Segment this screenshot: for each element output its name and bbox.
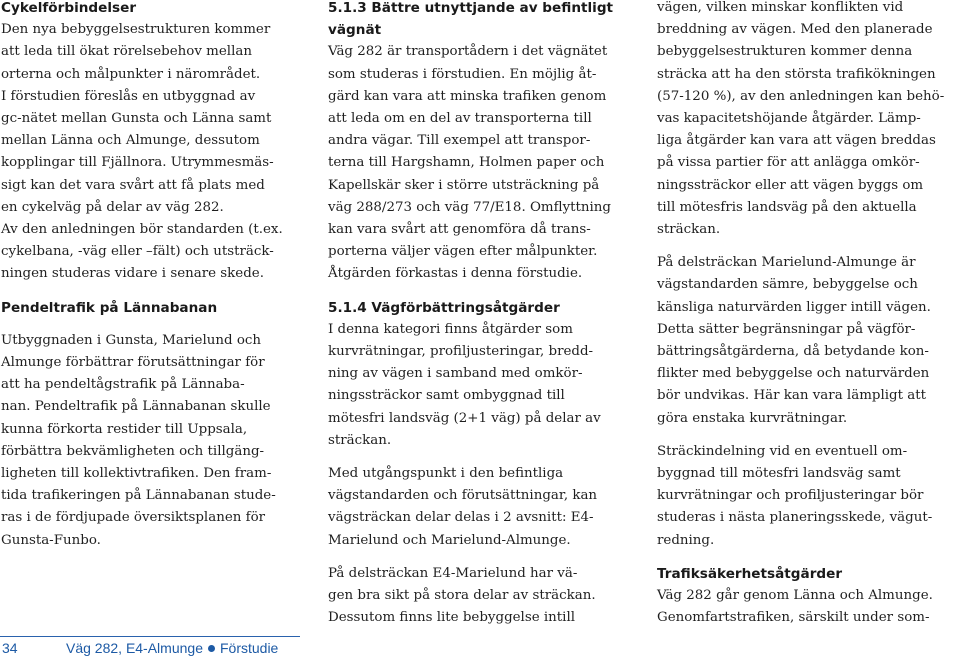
text-line: att leda om en del av transporterna till bbox=[328, 111, 592, 127]
text-line: Sträckindelning vid en eventuell om- bbox=[657, 443, 908, 459]
text-line: breddning av vägen. Med den planerade bbox=[657, 22, 933, 38]
text-line: I förstudien föreslås en utbyggnad av bbox=[1, 88, 256, 104]
text-line: Åtgärden förkastas i denna förstudie. bbox=[328, 266, 583, 282]
text-line: vägstandarden sämre, bebyggelse och bbox=[657, 277, 918, 293]
paragraph-strackindelning bbox=[657, 441, 959, 552]
text-line: byggnad till mötesfri landsväg samt bbox=[657, 466, 901, 482]
text-line: känsliga naturvärden ligger intill vägen. bbox=[657, 299, 931, 315]
text-line: ningen studeras vidare i senare skede. bbox=[1, 266, 264, 282]
text-line: vägsträckan delar delas i 2 avsnitt: E4- bbox=[328, 510, 594, 526]
text-line: orterna och målpunkter i närområdet. bbox=[1, 66, 261, 82]
text-line: Gunsta-Funbo. bbox=[1, 532, 101, 548]
text-line: mötesfri landsväg (2+1 väg) på delar av bbox=[328, 410, 601, 426]
text-line: (57-120 %), av den anledningen kan behö- bbox=[657, 88, 945, 104]
text-line: Av den anledningen bör standarden (t.ex. bbox=[1, 222, 283, 238]
text-line: ning av vägen i samband med omkör- bbox=[328, 366, 583, 382]
text-line: nan. Pendeltrafik på Lännabanan skulle bbox=[1, 399, 271, 415]
text-line: att ha pendeltågstrafik på Lännaba- bbox=[1, 377, 245, 393]
text-line: Väg 282 går genom Länna och Almunge. bbox=[657, 588, 933, 604]
text-line: en cykelväg på delar av väg 282. bbox=[1, 199, 224, 215]
text-line: kurvrätningar, profiljusteringar, bredd- bbox=[328, 344, 594, 360]
text-line: förbättra bekvämligheten och tillgäng- bbox=[1, 443, 265, 459]
footer-publication bbox=[66, 640, 278, 656]
heading-cykelforbindelser: Cykelförbindelser bbox=[1, 0, 137, 16]
text-line: sträcka att ha den största trafikökningen bbox=[657, 66, 936, 82]
text-line: kunna förkorta restider till Uppsala, bbox=[1, 421, 248, 437]
paragraph-e4-marielund bbox=[328, 563, 630, 630]
page-footer bbox=[0, 636, 960, 656]
text-line: Den nya bebyggelsestrukturen kommer bbox=[1, 22, 271, 38]
paragraph-breddning bbox=[657, 0, 959, 241]
paragraph-pendeltrafik bbox=[1, 330, 301, 552]
text-line: som studeras i förstudien. En möjlig åt- bbox=[328, 66, 597, 82]
text-line: Kapellskär sker i större utsträckning på bbox=[328, 177, 600, 193]
heading-vagforbattring: 5.1.4 Vägförbättringsåtgärder bbox=[328, 299, 560, 316]
text-line: gen bra sikt på stora delar av sträckan. bbox=[328, 588, 596, 604]
column-right bbox=[657, 0, 959, 629]
text-line: till mötesfris landsväg på den aktuella bbox=[657, 199, 917, 215]
text-line: cykelbana, -väg eller –fält) och utsträck- bbox=[1, 244, 274, 260]
text-line: ningssträckor samt ombyggnad till bbox=[328, 388, 565, 404]
text-line: bebyggelsestrukturen kommer denna bbox=[657, 44, 913, 60]
text-line: tida trafikeringen på Lännabanan stude- bbox=[1, 488, 276, 504]
heading-pendeltrafik: Pendeltrafik på Lännabanan bbox=[1, 299, 218, 316]
paragraph-vagforbattring bbox=[328, 319, 630, 452]
text-line: vägen, vilken minskar konflikten vid bbox=[657, 0, 904, 15]
text-line: ras i de fördjupade översiktsplanen för bbox=[1, 510, 266, 526]
text-line: ligheten till kollektivtrafiken. Den fram- bbox=[1, 466, 272, 482]
report-type: Förstudie bbox=[219, 640, 279, 656]
publication-title: Väg 282, E4-Almunge bbox=[66, 640, 203, 656]
text-line: Marielund och Marielund-Almunge. bbox=[328, 532, 571, 548]
text-line: kurvrätningar och profiljusteringar bör bbox=[657, 488, 924, 504]
text-line: bättringsåtgärderna, då betydande kon- bbox=[657, 344, 929, 360]
text-line: Almunge förbättrar förutsättningar för bbox=[1, 355, 265, 371]
text-line: Väg 282 är transportådern i det vägnätet bbox=[328, 44, 608, 60]
text-line: mellan Länna och Almunge, dessutom bbox=[1, 133, 260, 149]
bullet-dot-icon bbox=[208, 645, 215, 652]
footer-rule bbox=[0, 636, 300, 637]
text-line: på vissa partier för att anlägga omkör- bbox=[657, 155, 920, 171]
paragraph-trafiksakerhet bbox=[657, 585, 959, 629]
text-line: sträckan. bbox=[328, 432, 392, 448]
text-line: porterna väljer vägen efter målpunkter. bbox=[328, 244, 598, 260]
text-line: Genomfartstrafiken, särskilt under som- bbox=[657, 610, 930, 626]
text-line: liga åtgärder kan vara att vägen breddas bbox=[657, 133, 936, 149]
heading-line: vägnät bbox=[328, 22, 382, 39]
text-line: göra enstaka kurvrätningar. bbox=[657, 410, 848, 426]
text-line: gärd kan vara att minska trafiken genom bbox=[328, 88, 607, 104]
text-line: att leda till ökat rörelsebehov mellan bbox=[1, 44, 252, 60]
paragraph-cykel bbox=[1, 19, 301, 285]
text-line: bör undvikas. Här kan vara lämpligt att bbox=[657, 388, 926, 404]
text-line: sträckan. bbox=[657, 222, 721, 238]
text-line: Med utgångspunkt i den befintliga bbox=[328, 466, 564, 482]
text-line: Detta sätter begränsningar på vägför- bbox=[657, 321, 916, 337]
text-line: I denna kategori finns åtgärder som bbox=[328, 321, 573, 337]
text-line: Dessutom finns lite bebyggelse intill bbox=[328, 610, 576, 626]
text-line: flikter med bebyggelse och naturvärden bbox=[657, 366, 930, 382]
heading-trafiksakerhet: Trafiksäkerhetsåtgärder bbox=[657, 565, 843, 582]
text-line: vas kapacitetshöjande åtgärder. Lämp- bbox=[657, 111, 921, 127]
text-line: studeras i nästa planeringsskede, vägut- bbox=[657, 510, 933, 526]
text-line: På delsträckan Marielund-Almunge är bbox=[657, 255, 916, 271]
paragraph-vagnat bbox=[328, 41, 630, 285]
paragraph-avsnitt bbox=[328, 463, 630, 552]
text-line: redning. bbox=[657, 532, 715, 548]
text-line: andra vägar. Till exempel att transpor- bbox=[328, 133, 591, 149]
text-line: gc-nätet mellan Gunsta och Länna samt bbox=[1, 111, 272, 127]
heading-line: 5.1.3 Bättre utnyttjande av befintligt bbox=[328, 0, 614, 16]
text-line: vägstandarden och förutsättningar, kan bbox=[328, 488, 598, 504]
paragraph-marielund-almunge bbox=[657, 252, 959, 430]
text-line: Utbyggnaden i Gunsta, Marielund och bbox=[1, 332, 262, 348]
text-line: terna till Hargshamn, Holmen paper och bbox=[328, 155, 605, 171]
text-line: väg 288/273 och väg 77/E18. Omflyttning bbox=[328, 199, 611, 215]
text-line: På delsträckan E4-Marielund har vä- bbox=[328, 565, 578, 581]
text-line: ningssträckor eller att vägen byggs om bbox=[657, 177, 924, 193]
text-line: kan vara svårt att genomföra då trans- bbox=[328, 222, 591, 238]
text-line: sigt kan det vara svårt att få plats med bbox=[1, 177, 265, 193]
text-line: kopplingar till Fjällnora. Utrymmesmäs- bbox=[1, 155, 274, 171]
page-number: 34 bbox=[2, 640, 18, 656]
column-left bbox=[1, 0, 301, 552]
heading-battre-utnyttjande bbox=[328, 0, 630, 41]
column-middle bbox=[328, 0, 630, 629]
